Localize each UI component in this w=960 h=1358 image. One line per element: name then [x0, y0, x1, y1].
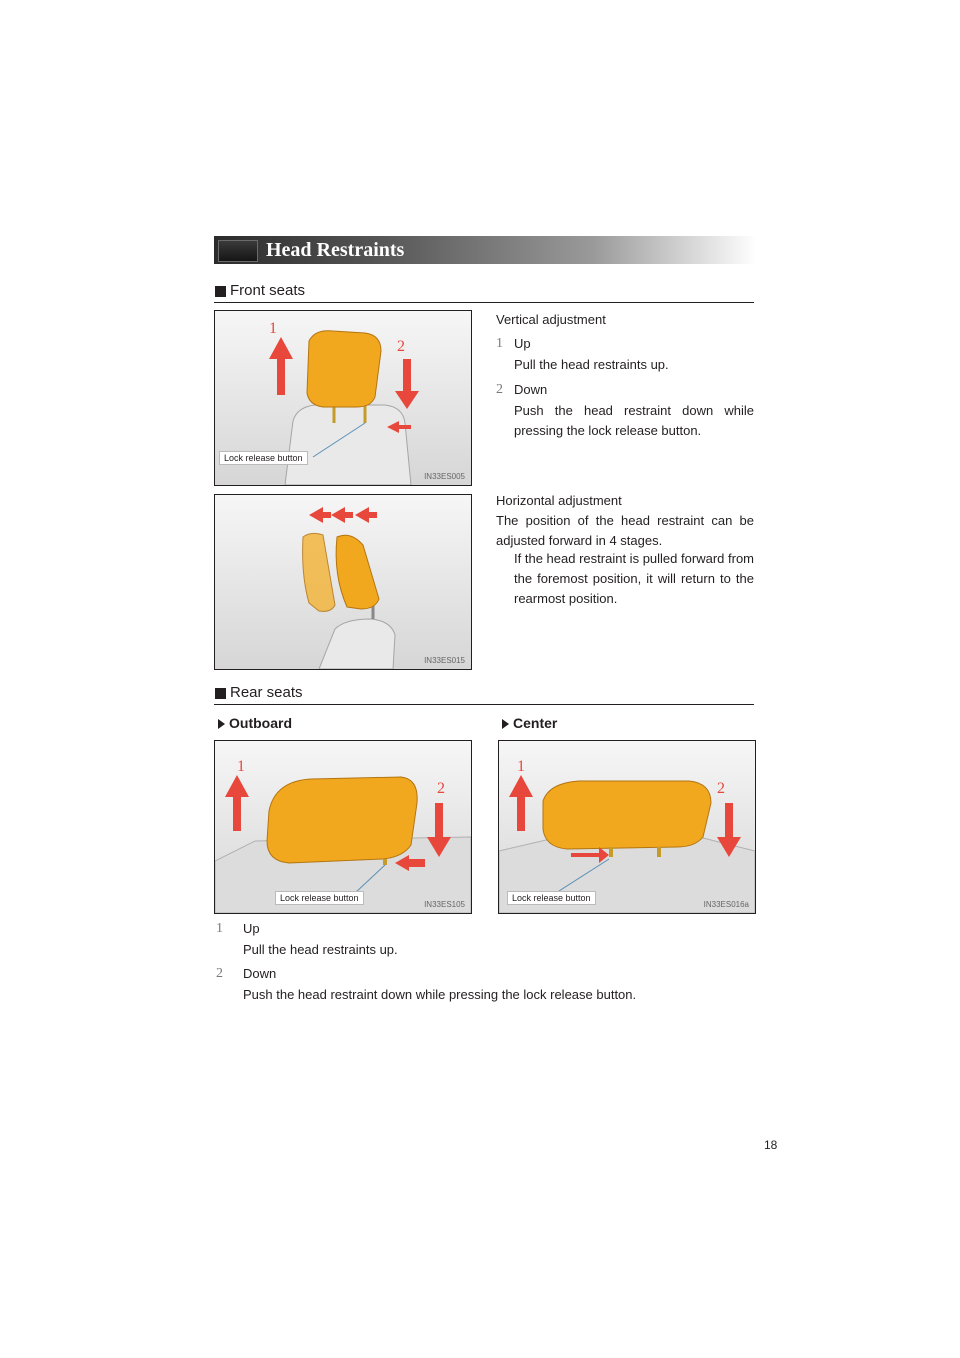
callout-1: 1 [269, 320, 277, 337]
up-desc: Pull the head restraints up. [243, 942, 398, 957]
rear-seats-heading [214, 684, 754, 705]
down-desc: Push the head restraint down while pressing the lock release button. [243, 987, 637, 1002]
page-title: Head Restraints [266, 239, 405, 261]
down-label: Down [243, 966, 277, 981]
horizontal-heading: Horizontal adjustment [496, 493, 622, 508]
lock-release-label: Lock release button [275, 891, 364, 905]
outboard-label: Outboard [229, 715, 292, 731]
front-seats-heading [214, 282, 754, 303]
step-number: 1 [216, 921, 223, 936]
figure-code: IN33ES105 [424, 900, 465, 909]
step-number: 2 [496, 382, 503, 397]
square-bullet-icon [215, 286, 226, 297]
rear-seats-label: Rear seats [230, 684, 303, 701]
triangle-bullet-icon [218, 719, 225, 729]
callout-2: 2 [397, 338, 405, 355]
step-number: 1 [496, 336, 503, 351]
horizontal-note: If the head restraint is pulled forward from the foremost position, it will return to the rearmost position. [514, 551, 754, 606]
figure-horizontal-adjustment [214, 494, 472, 670]
triangle-bullet-icon [502, 719, 509, 729]
section-banner [214, 236, 756, 264]
vertical-heading: Vertical adjustment [496, 312, 606, 327]
step-number: 2 [216, 966, 223, 981]
figure-code: IN33ES015 [424, 656, 465, 665]
callout-2: 2 [437, 780, 445, 797]
center-label: Center [513, 715, 558, 731]
up-label: Up [243, 921, 260, 936]
page-number: 18 [764, 1138, 778, 1152]
up-desc: Pull the head restraints up. [514, 357, 669, 372]
figure-rear-outboard [214, 740, 472, 914]
lock-release-label: Lock release button [507, 891, 596, 905]
callout-1: 1 [517, 758, 525, 775]
front-seats-label: Front seats [230, 282, 306, 299]
lock-release-label: Lock release button [219, 451, 308, 465]
horizontal-body: The position of the head restraint can be adjusted forward in 4 stages. [496, 513, 754, 548]
banner-icon [218, 240, 258, 262]
figure-rear-center [498, 740, 756, 914]
square-bullet-icon [215, 688, 226, 699]
figure-vertical-adjustment [214, 310, 472, 486]
figure-code: IN33ES016a [703, 900, 749, 909]
down-label: Down [514, 382, 548, 397]
figure-code: IN33ES005 [424, 472, 465, 481]
callout-2: 2 [717, 780, 725, 797]
down-desc: Push the head restraint down while pressing the lock release button. [514, 403, 754, 438]
up-label: Up [514, 336, 531, 351]
callout-1: 1 [237, 758, 245, 775]
